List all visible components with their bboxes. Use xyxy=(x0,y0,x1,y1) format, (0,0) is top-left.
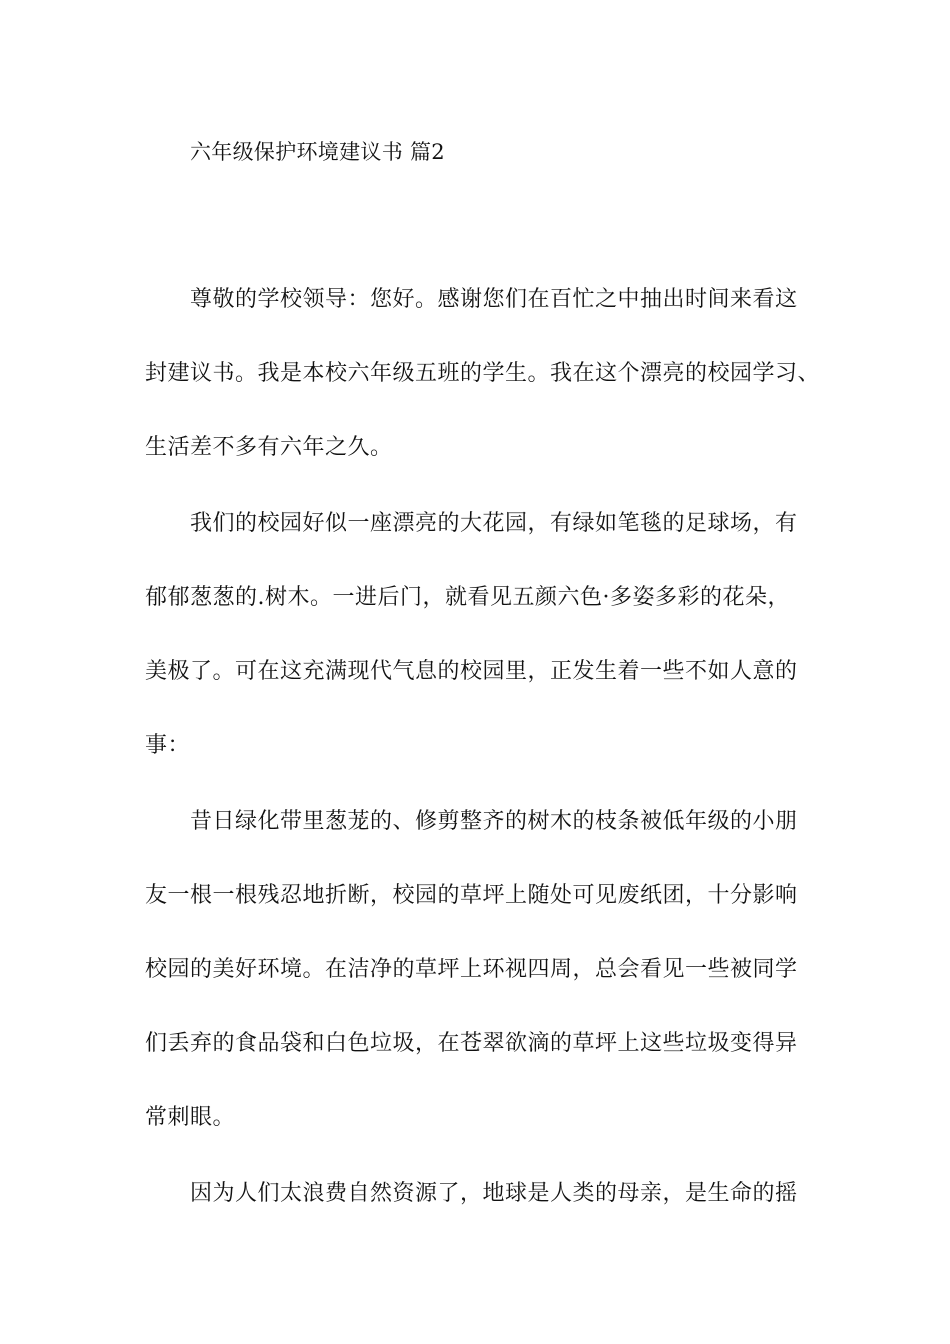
paragraph-line: 我们的校园好似一座漂亮的大花园，有绿如笔毯的足球场，有 xyxy=(190,511,798,536)
paragraph-line: 美极了。可在这充满现代气息的校园里，正发生着一些不如人意的 xyxy=(145,659,798,684)
paragraph-line: 因为人们太浪费自然资源了，地球是人类的母亲，是生命的摇 xyxy=(190,1181,798,1206)
paragraph-line: 友一根一根残忍地折断，校园的草坪上随处可见废纸团，十分影响 xyxy=(145,883,798,908)
paragraph-line: 校园的美好环境。在洁净的草坪上环视四周，总会看见一些被同学 xyxy=(145,957,798,982)
document-title: 六年级保护环境建议书 篇2 xyxy=(190,140,445,164)
paragraph-line: 昔日绿化带里葱茏的、修剪整齐的树木的枝条被低年级的小朋 xyxy=(190,809,798,834)
paragraph-line: 郁郁葱葱的.树木。一进后门，就看见五颜六色·多姿多彩的花朵， xyxy=(145,585,790,610)
paragraph-line: 尊敬的学校领导：您好。感谢您们在百忙之中抽出时间来看这 xyxy=(190,287,798,312)
paragraph-line: 事： xyxy=(145,733,191,758)
paragraph-line: 们丢弃的食品袋和白色垃圾，在苍翠欲滴的草坪上这些垃圾变得异 xyxy=(145,1031,798,1056)
paragraph-line: 常刺眼。 xyxy=(145,1105,236,1130)
paragraph-line: 生活差不多有六年之久。 xyxy=(145,435,393,460)
paragraph-line: 封建议书。我是本校六年级五班的学生。我在这个漂亮的校园学习、 xyxy=(145,361,821,386)
